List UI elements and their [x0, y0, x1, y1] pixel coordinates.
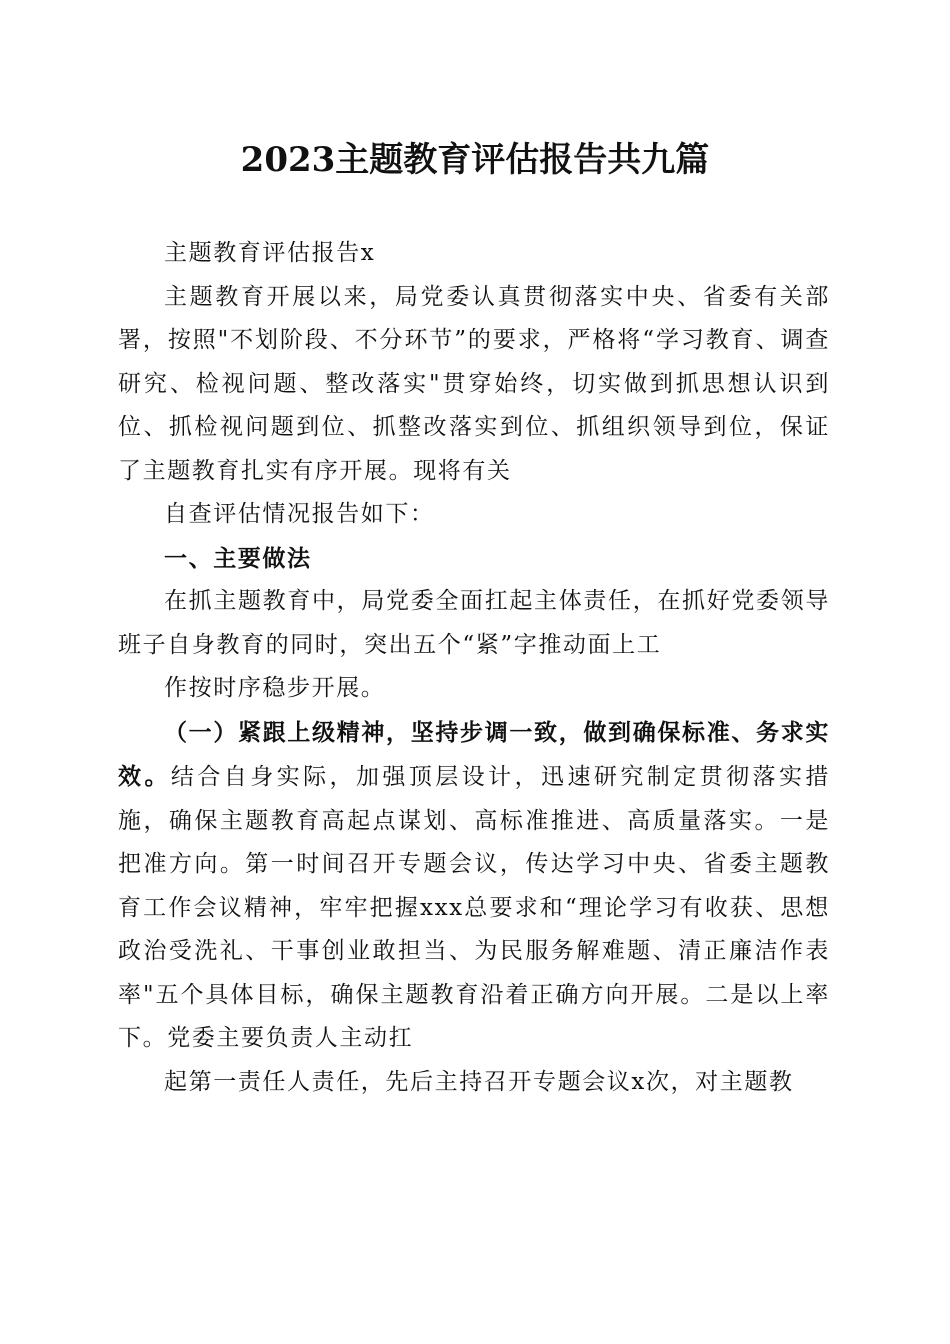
- subsection-paragraph-one: [118, 711, 830, 1061]
- subtitle-paragraph: 主题教育评估报告x: [164, 240, 376, 266]
- intro-paragraph: 主题教育开展以来，局党委认真贯彻落实中央、省委有关部署，按照"不划阶段、不分环节”的要求，严格将“学习教育、调查研究、检视问题、整改落实"贯穿始终，切实做到抓思想认识到位、抓检视问题到位、抓整改落实到位、抓组织领导到位，保证了主题教育扎实有序开展。现将有关: [118, 283, 830, 484]
- report-lead-paragraph: 自查评估情况报告如下：: [164, 501, 435, 527]
- subsection-heading-one: （一）紧跟上级精神，坚持步调一致，做到确保标准、务求实效。: [118, 718, 830, 790]
- section-heading-main-practices: 一、主要做法: [164, 544, 312, 572]
- continuation-paragraph: 起第一责任人责任，先后主持召开专题会议x次，对主题教: [164, 1068, 794, 1095]
- section-intro-continuation: 作按时序稳步开展。: [164, 675, 386, 701]
- subsection-body-one: 结合自身实际，加强顶层设计，迅速研究制定贯彻落实措施，确保主题教育高起点谋划、高标准推进、高质量落实。一是把准方向。第一时间召开专题会议，传达学习中央、省委主题教育工作会议精神，牢牢把握xxx总要求和“理论学习有收获、思想政治受洗礼、干事创业敢担当、为民服务解难题、清正廉洁作表率"五个具体目标，确保主题教育沿着正确方向开展。二是以上率下。党委主要负责人主动扛: [118, 764, 831, 1051]
- section-intro-paragraph: 在抓主题教育中，局党委全面扛起主体责任，在抓好党委领导班子自身教育的同时，突出五个“紧”字推动面上工: [118, 588, 830, 658]
- document-body: [118, 232, 830, 1104]
- document-title: 2023主题教育评估报告共九篇: [240, 140, 710, 180]
